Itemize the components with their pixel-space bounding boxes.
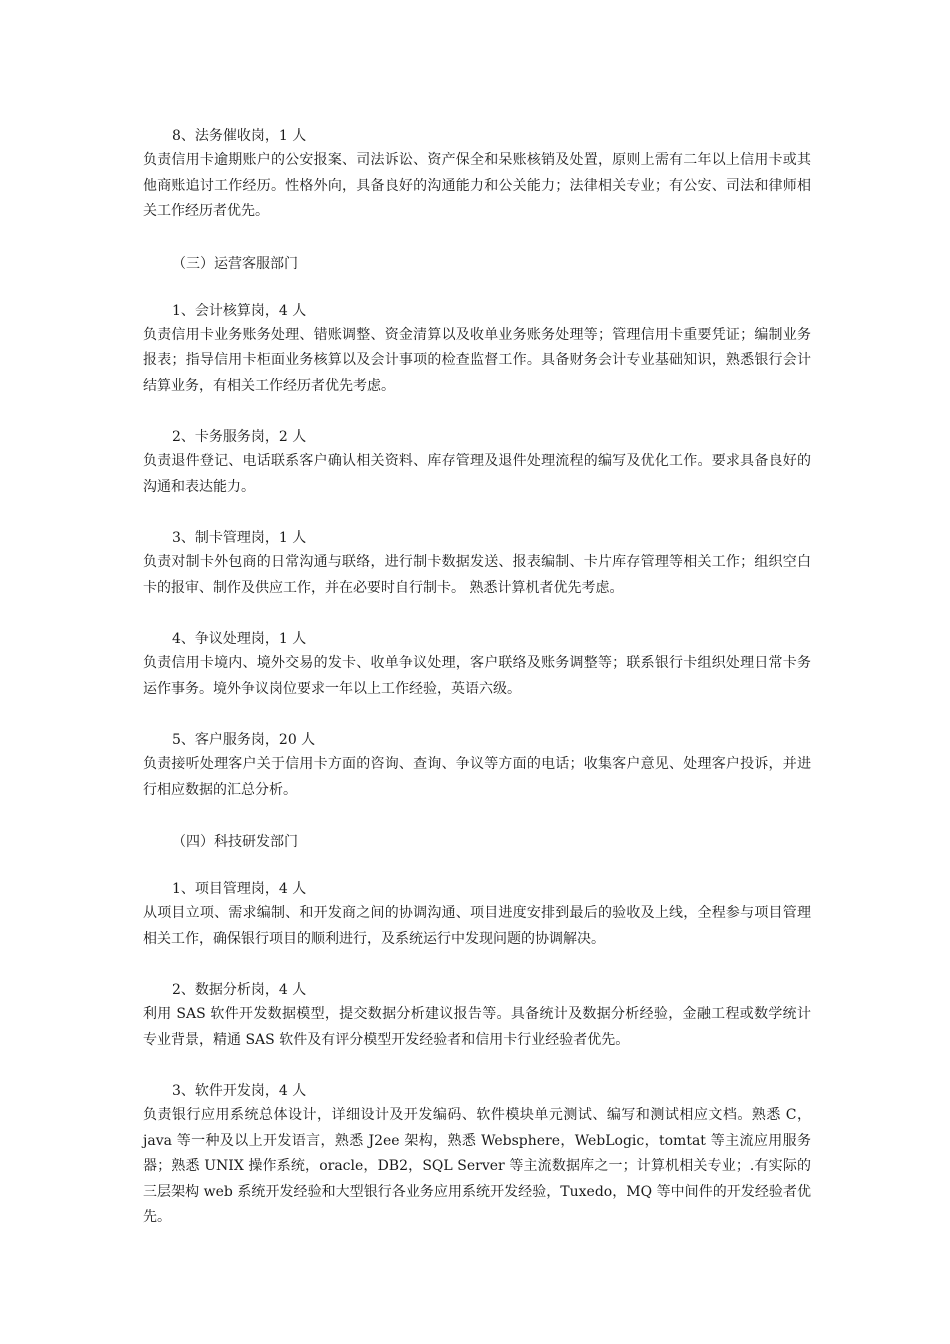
- job-description: 负责接听处理客户关于信用卡方面的咨询、查询、争议等方面的电话；收集客户意见、处理客户投诉，并进行相应数据的汇总分析。: [143, 756, 811, 798]
- job-description: 负责信用卡业务账务处理、错账调整、资金清算以及收单业务账务处理等；管理信用卡重要凭证；编制业务报表；指导信用卡柜面业务核算以及会计事项的检查监督工作。具备财务会计专业基础知识，熟悉银行会计结算业务，有相关工作经历者优先考虑。: [143, 326, 811, 394]
- job-title: 5、客户服务岗，20 人: [172, 732, 316, 748]
- job-title: 4、争议处理岗，1 人: [172, 631, 307, 647]
- job-description: 负责信用卡逾期账户的公安报案、司法诉讼、资产保全和呆账核销及处置，原则上需有二年以上信用卡或其他商账追讨工作经历。性格外向，具备良好的沟通能力和公关能力；法律相关专业；有公安、司法和律师相关工作经历者优先。: [143, 152, 811, 219]
- job-title: 8、法务催收岗，1 人: [172, 128, 307, 144]
- job-title: 3、制卡管理岗，1 人: [172, 530, 307, 546]
- job-title: 2、数据分析岗，4 人: [172, 982, 307, 998]
- job-title: 2、卡务服务岗，2 人: [172, 429, 307, 445]
- job-description: 负责信用卡境内、境外交易的发卡、收单争议处理，客户联络及账务调整等；联系银行卡组织处理日常卡务运作事务。境外争议岗位要求一年以上工作经验，英语六级。: [143, 655, 811, 697]
- job-title: 3、软件开发岗，4 人: [172, 1083, 307, 1099]
- job-description: 利用 SAS 软件开发数据模型，提交数据分析建议报告等。具备统计及数据分析经验，金融工程或数学统计专业背景，精通 SAS 软件及有评分模型开发经验者和信用卡行业经验者优先。: [143, 1006, 811, 1048]
- job-description: 负责退件登记、电话联系客户确认相关资料、库存管理及退件处理流程的编写及优化工作。要求具备良好的沟通和表达能力。: [143, 453, 811, 495]
- job-title: 1、项目管理岗，4 人: [172, 881, 307, 897]
- section-heading: （四）科技研发部门: [172, 834, 298, 850]
- job-title: 1、会计核算岗，4 人: [172, 302, 307, 319]
- job-description: 负责银行应用系统总体设计，详细设计及开发编码、软件模块单元测试、编写和测试相应文档。熟悉 C，java 等一种及以上开发语言，熟悉 J2ee 架构，熟悉 Websphere，WebLogic，tomtat 等主流应用服务器；熟悉 UNIX 操作系统，oracle，DB2，SQL Server 等主流数据库之一；计算机相关专业；.有实际的三层架构 web 系统开发经验和大型银行各业务应用系统开发经验，Tuxedo，MQ 等中间件的开发经验者优先。: [143, 1107, 811, 1225]
- section-heading: （三）运营客服部门: [172, 255, 298, 272]
- document-body: [143, 124, 811, 1231]
- job-description: 从项目立项、需求编制、和开发商之间的协调沟通、项目进度安排到最后的验收及上线，全程参与项目管理相关工作，确保银行项目的顺利进行，及系统运行中发现问题的协调解决。: [143, 905, 811, 947]
- job-description: 负责对制卡外包商的日常沟通与联络，进行制卡数据发送、报表编制、卡片库存管理等相关工作；组织空白卡的报审、制作及供应工作，并在必要时自行制卡。 熟悉计算机者优先考虑。: [143, 554, 811, 596]
